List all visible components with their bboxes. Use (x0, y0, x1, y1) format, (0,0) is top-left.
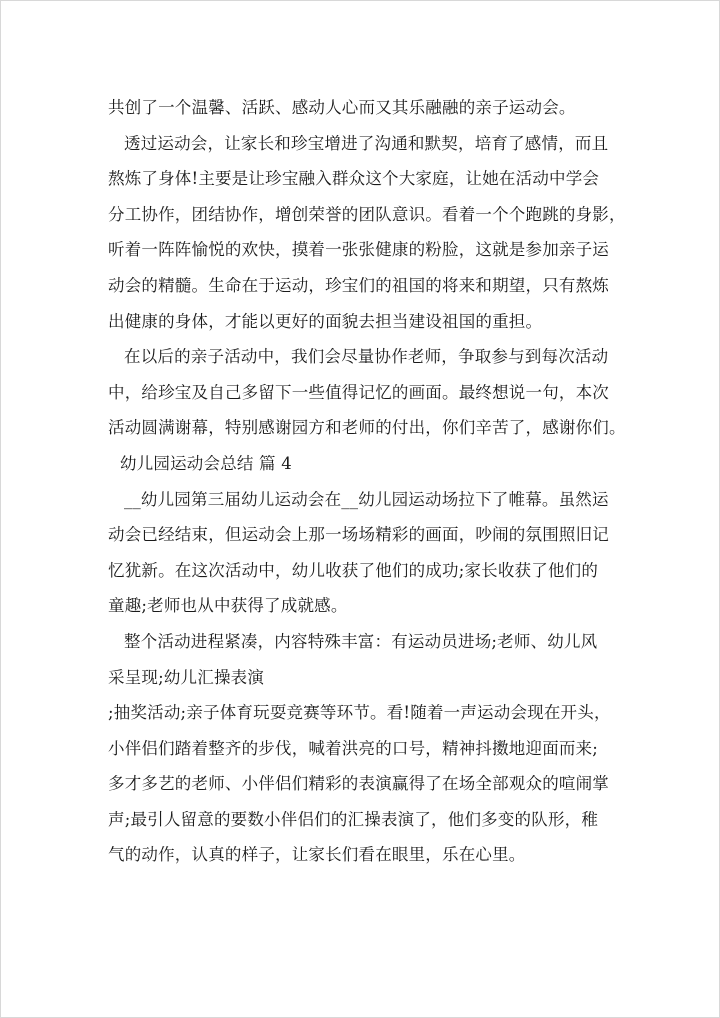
text-line: 活动圆满谢幕，特别感谢园方和老师的付出，你们辛苦了，感谢你们。 (108, 418, 626, 438)
text-line: 采呈现;幼儿汇操表演 (108, 667, 265, 687)
text-line: 共创了一个温馨、活跃、感动人心而又其乐融融的亲子运动会。 (108, 98, 576, 117)
text-line: 熬炼了身体!主要是让珍宝融入群众这个大家庭，让她在活动中学会 (108, 169, 600, 189)
text-line: 气的动作，认真的样子，让家长们看在眼里，乐在心里。 (108, 845, 526, 865)
text-line: 童趣;老师也从中获得了成就感。 (108, 596, 348, 616)
text-line: 听着一阵阵愉悦的欢快，摸着一张张健康的粉脸，这就是参加亲子运 (108, 240, 609, 260)
document-body (108, 90, 626, 873)
section-heading: 幼儿园运动会总结 篇 4 (120, 453, 292, 473)
text-line: 中，给珍宝及自己多留下一些值得记忆的画面。最终想说一句，本次 (108, 382, 609, 402)
paragraph-start-line: 透过运动会，让家长和珍宝增进了沟通和默契，培育了感情，而且 (124, 133, 609, 153)
text-line: 小伴侣们踏着整齐的步伐，喊着洪亮的口号，精神抖擞地迎面而来; (108, 738, 599, 758)
paragraph-start-line: __幼儿园第三届幼儿运动会在__幼儿园运动场拉下了帷幕。虽然运 (124, 489, 609, 509)
text-line: 出健康的身体，才能以更好的面貌去担当建设祖国的重担。 (108, 311, 543, 331)
text-line: 分工协作，团结协作，增创荣誉的团队意识。看着一个个跑跳的身影， (108, 204, 626, 224)
text-line: 声;最引人留意的要数小伴侣们的汇操表演了，他们多变的队形，稚 (108, 809, 599, 829)
paragraph-start-line: 在以后的亲子活动中，我们会尽量协作老师，争取参与到每次活动 (124, 347, 609, 367)
text-line: 多才多艺的老师、小伴侣们精彩的表演赢得了在场全部观众的喧闹掌 (108, 774, 609, 794)
text-line: ;抽奖活动;亲子体育玩耍竞赛等环节。看!随着一声运动会现在开头， (108, 703, 611, 723)
text-line: 忆犹新。在这次活动中，幼儿收获了他们的成功;家长收获了他们的 (108, 560, 599, 580)
text-line: 动会已经结束，但运动会上那一场场精彩的画面，吵闹的氛围照旧记 (108, 525, 609, 545)
paragraph-start-line: 整个活动进程紧凑，内容特殊丰富：有运动员进场;老师、幼儿风 (124, 631, 598, 651)
text-line: 动会的精髓。生命在于运动，珍宝们的祖国的将来和期望，只有熬炼 (108, 275, 609, 295)
